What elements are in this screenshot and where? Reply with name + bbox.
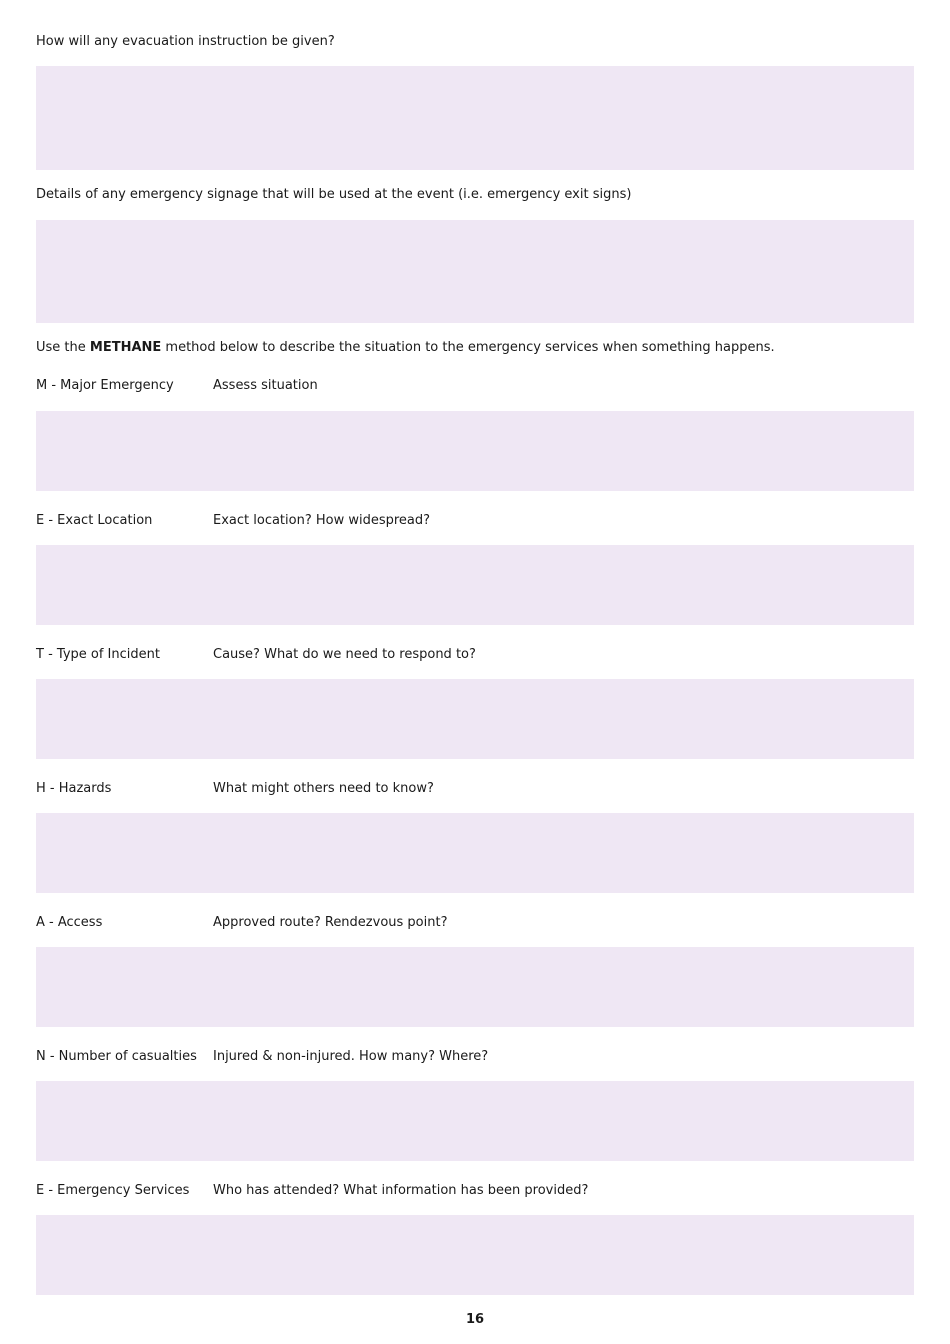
methane-row-label-a: A - Access [36,915,103,930]
methane-row-prompt-m: Assess situation [213,378,318,393]
methane-row-label-h: H - Hazards [36,781,112,796]
methane-keyword: METHANE [89,340,162,355]
methane-row-prompt-t: Cause? What do we need to respond to? [213,647,476,662]
methane-row-prompt-a: Approved route? Rendezvous point? [213,915,448,930]
methane-row-label-e-location: E - Exact Location [36,513,153,528]
evacuation-answer-field[interactable] [36,66,914,170]
methane-intro-prefix: Use the [36,340,90,355]
methane-row-label-e-services: E - Emergency Services [36,1183,190,1198]
methane-field-hazards[interactable] [36,813,914,893]
evacuation-question-label: How will any evacuation instruction be given? [36,34,335,49]
methane-intro [36,340,775,356]
signage-question-label: Details of any emergency signage that will be used at the event (i.e. emergency exit signs) [36,187,632,202]
methane-field-number-of-casualties[interactable] [36,1081,914,1161]
methane-field-access[interactable] [36,947,914,1027]
page-number: 16 [465,1312,485,1327]
methane-field-emergency-services[interactable] [36,1215,914,1295]
methane-row-label-t: T - Type of Incident [36,647,160,662]
methane-row-prompt-h: What might others need to know? [213,781,434,796]
methane-field-exact-location[interactable] [36,545,914,625]
methane-intro-suffix: method below to describe the situation to the emergency services when something happens. [161,340,775,355]
methane-row-label-n: N - Number of casualties [36,1049,197,1064]
methane-field-major-emergency[interactable] [36,411,914,491]
methane-row-prompt-e-location: Exact location? How widespread? [213,513,431,528]
methane-row-label-m: M - Major Emergency [36,378,174,393]
methane-row-prompt-n: Injured & non-injured. How many? Where? [213,1049,489,1064]
signage-answer-field[interactable] [36,220,914,323]
methane-field-type-of-incident[interactable] [36,679,914,759]
methane-row-prompt-e-services: Who has attended? What information has been provided? [213,1183,589,1198]
